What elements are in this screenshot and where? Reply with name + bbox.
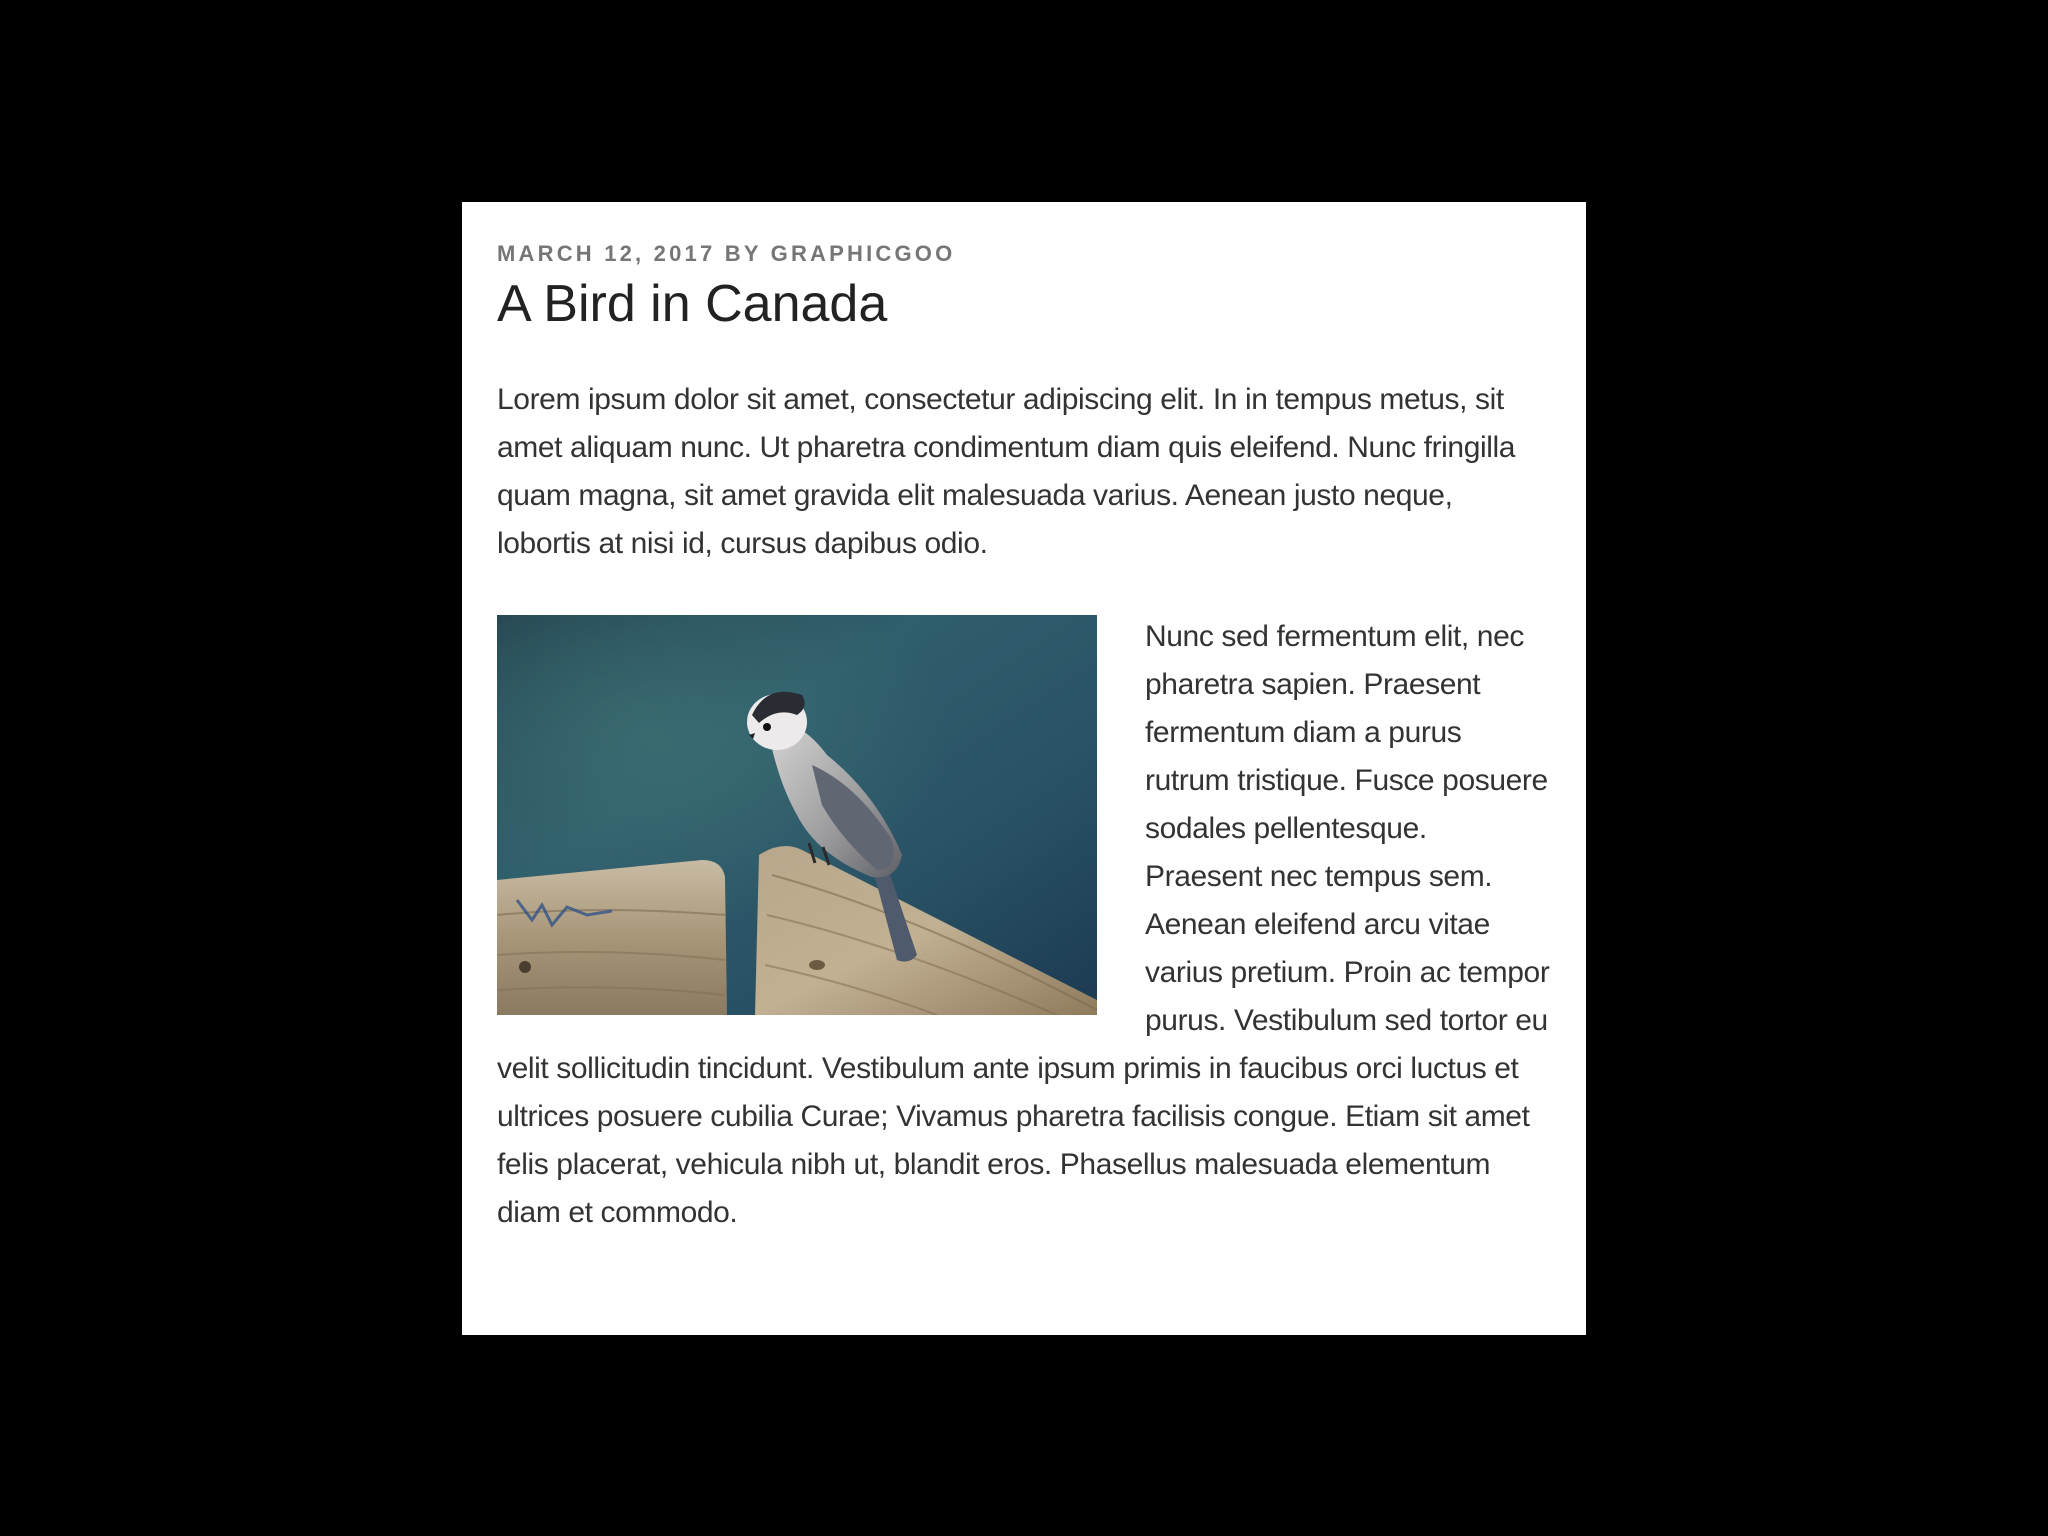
bird-photo (497, 615, 1097, 1015)
post-author-link[interactable]: GRAPHICGOO (770, 241, 956, 266)
post-paragraph-1: Lorem ipsum dolor sit amet, consectetur adipiscing elit. In in tempus metus, sit amet aliquam nunc. Ut pharetra condimentum diam quis eleifend. Nunc fringilla quam magna, sit amet gravida elit malesuada varius. Aenean justo neque, lobortis at nisi id, cursus dapibus odio. (497, 383, 1516, 560)
blog-post-card (462, 202, 1586, 1335)
post-meta (497, 236, 1550, 272)
post-title: A Bird in Canada (497, 275, 888, 333)
post-paragraph-2: Nunc sed fermentum elit, nec pharetra sapien. Praesent fermentum diam a purus rutrum tristique. Fusce posuere sodales pellentesque. Praesent nec tempus sem. Aenean eleifend arcu vitae varius pretium. Proin ac tempor purus. Vestibulum sed tortor eu velit sollicitudin tincidunt. Vestibulum ante ipsum primis in faucibus orci luctus et ultrices posuere cubilia Curae; Vivamus pharetra facilisis congue. Etiam sit amet felis placerat, vehicula nibh ut, blandit eros. Phasellus malesuada elementum diam et commodo. (497, 620, 1550, 1229)
post-byline-separator: BY (724, 241, 762, 266)
post-paragraph-2-container (497, 613, 1550, 1237)
post-date-link[interactable]: MARCH 12, 2017 (497, 241, 716, 266)
